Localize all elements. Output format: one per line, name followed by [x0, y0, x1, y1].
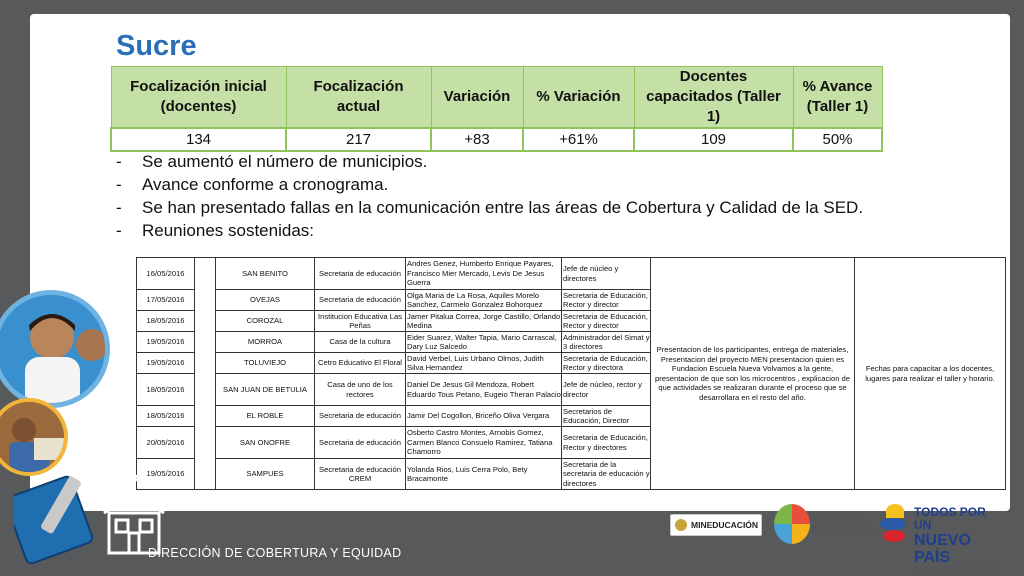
meeting-date: 19/05/2016: [137, 353, 195, 374]
meeting-place: Secretaria de educación: [315, 290, 406, 311]
meeting-date: 18/05/2016: [137, 406, 195, 427]
header-variacion: Variación: [431, 67, 523, 129]
meeting-municipality: EL ROBLE: [216, 406, 315, 427]
todos-line-3: PAZ EQUIDAD EDUCACIÓN: [914, 566, 997, 572]
meeting-date: 18/05/2016: [137, 311, 195, 332]
meeting-municipality: SAMPUES: [216, 459, 315, 490]
meeting-activities: Presentacion de los participantes, entrega de materiales, Presentacion del proyecto MEN presentacion quien es Fundacion Escuela Nueva Volvamos a la gente, presentacion de que son los microcentros , explicacion de que actividades se realizaran durante el proceso que se desarrollara en el resto del año.: [651, 258, 855, 490]
mineducacion-logo: [670, 514, 762, 536]
meeting-municipality: TOLUVIEJO: [216, 353, 315, 374]
meeting-municipality: SAN ONOFRE: [216, 427, 315, 459]
mineducacion-label: MINEDUCACIÓN: [691, 520, 759, 530]
bullet-item: - Se aumentó el número de municipios.: [116, 152, 428, 171]
value-porcentaje-variacion: +61%: [523, 128, 634, 151]
bullet-item: - Reuniones sostenidas:: [116, 221, 315, 240]
meeting-date: 19/05/2016: [137, 332, 195, 353]
meeting-place: Casa de uno de los rectores: [315, 374, 406, 406]
meeting-attendees: Andres Genez, Humberto Enrique Payares, Francisco Mier Mercado, Levis De Jesus Guerra: [406, 258, 562, 290]
meeting-place: Secretaria de educación CREM: [315, 459, 406, 490]
summary-header-row: [111, 67, 882, 129]
meeting-attendees: Daniel De Jesus Gil Mendoza, Robert Eduardo Tous Petano, Eugeio Theran Palacio: [406, 374, 562, 406]
meetings-table: [136, 257, 1006, 490]
meeting-date: 17/05/2016: [137, 290, 195, 311]
meeting-row: [137, 258, 1006, 290]
page-title: Sucre: [116, 30, 197, 62]
meeting-date: 19/05/2016: [137, 459, 195, 490]
meeting-attendees: Osberto Castro Montes, Arnobis Gomez, Carmen Blanco Consuelo Ramirez, Tatiana Chamorro: [406, 427, 562, 459]
bullet-text: Se han presentado fallas en la comunicación entre las áreas de Cobertura y Calidad de la SED.: [142, 198, 864, 217]
fundacion-escuela-nueva-icon: [774, 504, 810, 544]
fundacion-line-2: Escuela Nueva: [812, 525, 880, 536]
bullet-item: - Se han presentado fallas en la comunicación entre las áreas de Cobertura y Calidad de la SED.: [116, 198, 864, 217]
value-porcentaje-avance: 50%: [793, 128, 882, 151]
todos-line-2: NUEVO PAÍS: [914, 532, 971, 566]
meeting-place: Institucion Educativa Las Peñas: [315, 311, 406, 332]
meeting-notes: Fechas para capacitar a los docentes, lugares para realizar el taller y horario.: [855, 258, 1006, 490]
value-variacion: +83: [431, 128, 523, 151]
meeting-role: Secretaria de Educación, Rector y directora: [562, 353, 651, 374]
todos-por-un-nuevo-pais-logo: [914, 506, 1000, 573]
meeting-date: 16/05/2016: [137, 258, 195, 290]
meeting-attendees: Olga Maria de La Rosa, Aquiles Morelo Sanchez, Carmelo Gonzalez Bohorquez: [406, 290, 562, 311]
summary-value-row: [111, 128, 882, 151]
meeting-municipality: OVEJAS: [216, 290, 315, 311]
bullet-text: Se aumentó el número de municipios.: [142, 152, 428, 171]
fundacion-escuela-nueva-logo: [812, 514, 879, 536]
meeting-attendees: Eider Suarez, Walter Tapia, Mario Carrascal, Dary Luz Salcedo: [406, 332, 562, 353]
bullet-text: Reuniones sostenidas:: [142, 221, 315, 240]
blank-column: [195, 258, 216, 490]
bullet-text: Avance conforme a cronograma.: [142, 175, 389, 194]
meeting-role: Secretaria de Educación, Rector y director: [562, 290, 651, 311]
meeting-role: Secretaria de Educación, Rector y directores: [562, 427, 651, 459]
header-focalizacion-inicial: Focalización inicial (docentes): [111, 67, 286, 129]
meeting-role: Jefe de núcleo y directores: [562, 258, 651, 290]
meeting-place: Casa de la cultura: [315, 332, 406, 353]
meeting-role: Administrador del Simat y 3 directores: [563, 332, 650, 351]
footer-text: DIRECCIÓN DE COBERTURA Y EQUIDAD: [148, 546, 402, 560]
meeting-municipality: MORROA: [216, 332, 315, 353]
meeting-municipality: SAN BENITO: [216, 258, 315, 290]
meeting-date: 18/05/2016: [137, 374, 195, 406]
meeting-municipality: COROZAL: [216, 311, 315, 332]
value-focalizacion-actual: 217: [286, 128, 431, 151]
value-focalizacion-inicial: 134: [111, 128, 286, 151]
logos-area: [670, 496, 1000, 572]
meeting-municipality: SAN JUAN DE BETULIA: [216, 374, 315, 406]
meeting-role: Secretarios de Educación, Director: [562, 406, 651, 427]
meeting-place: Secretaria de educación: [315, 406, 406, 427]
meeting-date: 20/05/2016: [137, 427, 195, 459]
meeting-role: Secretaria de Educación, Rector y director: [562, 311, 651, 332]
meeting-attendees: Jamir Del Cogollon, Briceño Oliva Vergara: [406, 406, 562, 427]
meeting-attendees: David Verbel, Luis Urbano Olmos, Judith Silva Hernandez: [406, 353, 562, 374]
summary-table: [110, 66, 883, 152]
value-docentes-capacitados: 109: [634, 128, 793, 151]
bullet-item: - Avance conforme a cronograma.: [116, 175, 389, 194]
todos-por-un-nuevo-pais-icon: [880, 502, 910, 548]
todos-line-1: TODOS POR UN: [914, 505, 986, 532]
coat-of-arms-icon: [675, 519, 687, 531]
header-focalizacion-actual: Focalización actual: [286, 67, 431, 129]
header-porcentaje-avance: % Avance (Taller 1): [793, 67, 882, 129]
meeting-place: Secretaria de educación: [315, 427, 406, 459]
meeting-attendees: Yolanda Rios, Luis Cerra Polo, Bety Bracamonte: [406, 459, 562, 490]
bullet-list: [116, 150, 863, 242]
meeting-role: Secretaria de la secretaria de educación y directores: [563, 459, 650, 488]
header-docentes-capacitados: Docentes capacitados (Taller 1): [634, 67, 793, 129]
meeting-place: Secretaria de educación: [315, 258, 406, 290]
meeting-place: Cetro Educativo El Floral: [315, 353, 406, 374]
meeting-role: Jefe de núcleo, rector y director: [562, 374, 651, 406]
fundacion-line-1: Fundación: [812, 514, 859, 525]
meeting-attendees: Jamer Pitalua Correa, Jorge Castillo, Orlando Medina: [407, 311, 561, 330]
header-porcentaje-variacion: % Variación: [523, 67, 634, 129]
